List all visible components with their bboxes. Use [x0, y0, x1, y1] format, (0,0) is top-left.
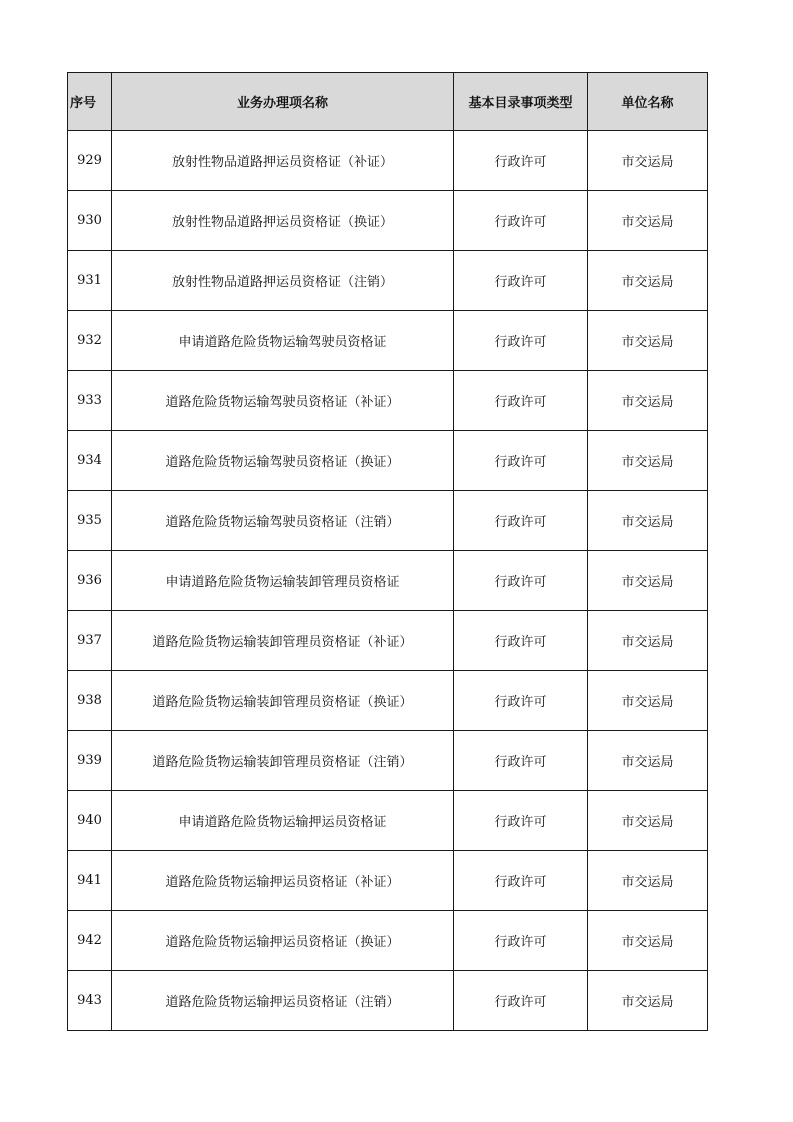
cell-item-type: 行政许可	[454, 791, 588, 851]
cell-unit-name: 市交运局	[588, 791, 708, 851]
cell-serial-number: 938	[68, 671, 112, 731]
table-row	[68, 671, 708, 731]
cell-item-type: 行政许可	[454, 311, 588, 371]
cell-item-name: 道路危险货物运输驾驶员资格证（换证）	[112, 431, 454, 491]
cell-item-type: 行政许可	[454, 371, 588, 431]
table-row	[68, 791, 708, 851]
table-row	[68, 731, 708, 791]
header-serial-number: 序号	[68, 73, 112, 131]
cell-serial-number: 933	[68, 371, 112, 431]
cell-serial-number: 935	[68, 491, 112, 551]
cell-item-name: 申请道路危险货物运输押运员资格证	[112, 791, 454, 851]
table-row	[68, 251, 708, 311]
table-body	[68, 131, 708, 1031]
table-row	[68, 131, 708, 191]
cell-item-type: 行政许可	[454, 971, 588, 1031]
cell-unit-name: 市交运局	[588, 551, 708, 611]
cell-item-type: 行政许可	[454, 611, 588, 671]
cell-serial-number: 943	[68, 971, 112, 1031]
cell-item-type: 行政许可	[454, 731, 588, 791]
cell-unit-name: 市交运局	[588, 611, 708, 671]
cell-unit-name: 市交运局	[588, 431, 708, 491]
cell-unit-name: 市交运局	[588, 311, 708, 371]
cell-unit-name: 市交运局	[588, 911, 708, 971]
cell-item-name: 道路危险货物运输驾驶员资格证（注销）	[112, 491, 454, 551]
cell-item-name: 道路危险货物运输装卸管理员资格证（换证）	[112, 671, 454, 731]
service-items-table	[67, 72, 708, 1031]
table-row	[68, 431, 708, 491]
table-row	[68, 191, 708, 251]
table-row	[68, 371, 708, 431]
header-row	[68, 73, 708, 131]
cell-unit-name: 市交运局	[588, 851, 708, 911]
cell-serial-number: 934	[68, 431, 112, 491]
cell-serial-number: 930	[68, 191, 112, 251]
cell-item-type: 行政许可	[454, 851, 588, 911]
cell-item-type: 行政许可	[454, 251, 588, 311]
cell-item-type: 行政许可	[454, 431, 588, 491]
cell-item-type: 行政许可	[454, 911, 588, 971]
cell-item-name: 道路危险货物运输押运员资格证（换证）	[112, 911, 454, 971]
cell-serial-number: 936	[68, 551, 112, 611]
cell-item-name: 道路危险货物运输押运员资格证（注销）	[112, 971, 454, 1031]
table-row	[68, 851, 708, 911]
table-header	[68, 73, 708, 131]
cell-unit-name: 市交运局	[588, 491, 708, 551]
cell-item-type: 行政许可	[454, 491, 588, 551]
cell-item-type: 行政许可	[454, 671, 588, 731]
cell-unit-name: 市交运局	[588, 131, 708, 191]
cell-item-name: 道路危险货物运输押运员资格证（补证）	[112, 851, 454, 911]
cell-item-type: 行政许可	[454, 551, 588, 611]
cell-item-name: 放射性物品道路押运员资格证（补证）	[112, 131, 454, 191]
cell-serial-number: 941	[68, 851, 112, 911]
cell-item-type: 行政许可	[454, 131, 588, 191]
cell-unit-name: 市交运局	[588, 191, 708, 251]
cell-serial-number: 931	[68, 251, 112, 311]
table-row	[68, 911, 708, 971]
cell-serial-number: 939	[68, 731, 112, 791]
header-unit-name: 单位名称	[588, 73, 708, 131]
table-row	[68, 971, 708, 1031]
cell-unit-name: 市交运局	[588, 671, 708, 731]
cell-unit-name: 市交运局	[588, 971, 708, 1031]
cell-item-name: 道路危险货物运输装卸管理员资格证（注销）	[112, 731, 454, 791]
cell-unit-name: 市交运局	[588, 251, 708, 311]
header-item-name: 业务办理项名称	[112, 73, 454, 131]
cell-serial-number: 942	[68, 911, 112, 971]
table-row	[68, 311, 708, 371]
table-row	[68, 551, 708, 611]
cell-serial-number: 929	[68, 131, 112, 191]
cell-item-name: 道路危险货物运输驾驶员资格证（补证）	[112, 371, 454, 431]
cell-item-name: 申请道路危险货物运输装卸管理员资格证	[112, 551, 454, 611]
cell-unit-name: 市交运局	[588, 731, 708, 791]
table-row	[68, 611, 708, 671]
cell-item-name: 道路危险货物运输装卸管理员资格证（补证）	[112, 611, 454, 671]
cell-serial-number: 940	[68, 791, 112, 851]
cell-serial-number: 937	[68, 611, 112, 671]
header-item-type: 基本目录事项类型	[454, 73, 588, 131]
cell-item-type: 行政许可	[454, 191, 588, 251]
cell-item-name: 申请道路危险货物运输驾驶员资格证	[112, 311, 454, 371]
cell-serial-number: 932	[68, 311, 112, 371]
cell-item-name: 放射性物品道路押运员资格证（换证）	[112, 191, 454, 251]
cell-item-name: 放射性物品道路押运员资格证（注销）	[112, 251, 454, 311]
table-row	[68, 491, 708, 551]
cell-unit-name: 市交运局	[588, 371, 708, 431]
